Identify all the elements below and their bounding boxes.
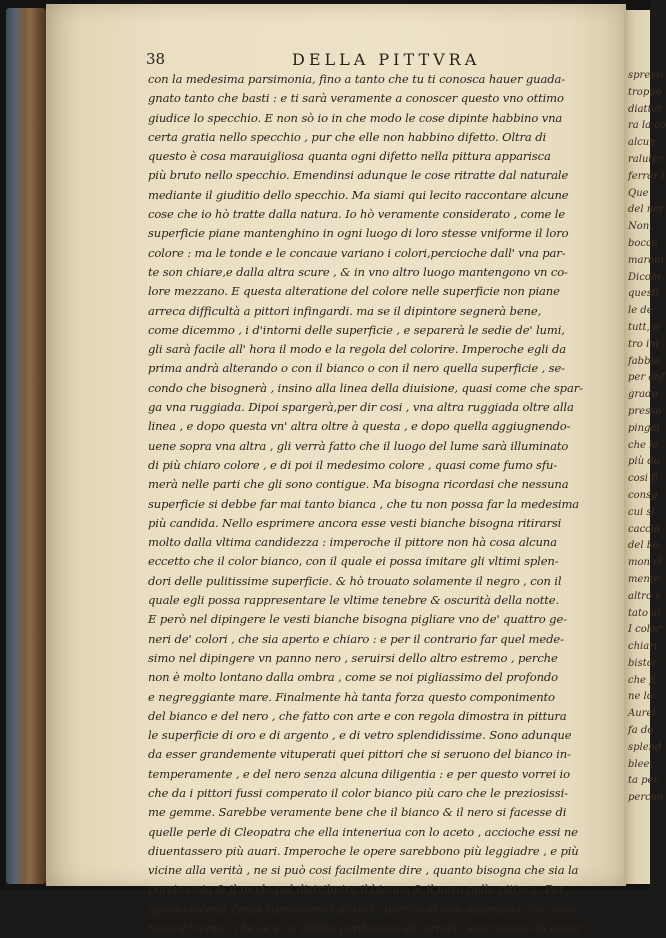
- text-line: E però nel dipingere le vesti bianche bisogna pigliare vno de' quattro ge-: [148, 612, 567, 627]
- facing-page-fragment: Aurei: [628, 708, 656, 720]
- text-line: temperamente , e del nero senza alcuna diligentia : e per questo vorrei io: [148, 766, 570, 781]
- page-header: [146, 50, 566, 72]
- facing-page-fragment: mente: [628, 573, 660, 585]
- facing-page-fragment: tato al: [628, 607, 661, 619]
- text-line: che da i pittori fussi comperato il color bianco più caro che le preziosissi-: [148, 785, 568, 800]
- text-line: come dicemmo , i d'intorni delle superficie , e separerà le sedie de' lumi,: [148, 322, 565, 337]
- facing-page-fragment: più do: [628, 456, 660, 468]
- facing-page-fragment: cui si: [628, 506, 655, 518]
- text-line: fussi il troppo, che se ei si debbe perdonare alli errori , son manco da esser: [148, 921, 581, 936]
- text-line: non è molto lontano dalla ombra , come se noi pigliassimo del profondo: [148, 670, 559, 685]
- text-line: del bianco e del nero , che fatto con arte e con regola dimostra in pittura: [148, 708, 567, 723]
- facing-page-fragment: fabbia: [628, 355, 660, 367]
- facing-page-fragment: diatter: [628, 103, 663, 115]
- page-number: 38: [146, 50, 166, 68]
- facing-page-fragment: Non,: [628, 221, 653, 233]
- facing-page-fragment: maraui: [628, 254, 664, 266]
- facing-page-fragment: del bo: [628, 540, 660, 552]
- facing-page-fragment: tro int: [628, 338, 660, 350]
- text-line: diuentassero più auari. Imperoche le opere sarebbono più leggiadre , e più: [148, 843, 579, 858]
- facing-page-fragment: chiari: [628, 641, 658, 653]
- facing-page-fragment: gradu: [628, 389, 658, 401]
- text-line: ga vna ruggiada. Dipoi spargerà,per dir cosi , vna altra ruggiada oltre alla: [148, 400, 574, 415]
- facing-page-fragment: che le: [628, 439, 659, 451]
- text-line: dori delle pulitissime superficie. & hò trouato solamente il negro , con il: [148, 573, 562, 588]
- facing-page-fragment: percuo: [628, 792, 664, 804]
- text-line: colore : ma le tonde e le concaue variano i colori,percioche dall' vna par-: [148, 245, 566, 260]
- text-line: condo che bisognerà , insino alla linea della diuisione, quasi come che spar-: [148, 380, 583, 395]
- facing-page-fragment: pinget: [628, 422, 661, 434]
- facing-page-fragment: raluter: [628, 153, 664, 165]
- text-line: arreca difficultà a pittori infingardi. ma se il dipintore segnerà bene,: [148, 303, 542, 318]
- facing-page-fragment: Dicom: [628, 271, 661, 283]
- facing-page-fragment: ferrar l: [628, 170, 665, 182]
- facing-page-fragment: che fi: [628, 674, 656, 686]
- text-line: neri de' colori , che sia aperto e chiaro : e per il contrario far quel mede-: [148, 631, 564, 646]
- text-line: di più chiaro colore , e di poi il medesimo colore , quasi come fumo sfu-: [148, 457, 558, 472]
- facing-page-fragment: cosi fi: [628, 473, 658, 485]
- facing-page-fragment: le de: [628, 305, 653, 317]
- text-line: certa gratia nello specchio , pur che elle non habbino difetto. Oltra di: [148, 129, 547, 144]
- text-line: questo soleua Zeusi riprendere i pittori , perche ei non sapeuano che cosa: [148, 901, 574, 916]
- facing-page-fragment: ne lo: [628, 691, 653, 703]
- facing-page-fragment: mon cl: [628, 557, 662, 569]
- text-line: superficie si debbe far mai tanto bianca , che tu non possa far la medesima: [148, 496, 580, 511]
- text-line: parsimonia & il modo nel distribuire il bianco & il nero nella pittura. Per: [148, 882, 564, 897]
- facing-page-fragment: ra la co: [628, 120, 666, 132]
- text-line: giudice lo specchio. E non sò io in che modo le cose dipinte habbino vna: [148, 110, 563, 125]
- text-line: me gemme. Sarebbe veramente bene che il bianco & il nero si facesse di: [148, 805, 567, 820]
- facing-page-fragment: Que: [628, 187, 649, 199]
- text-line: lore mezzano. E questa alteratione del colore nelle superficie non piane: [148, 284, 560, 299]
- text-line: molto dalla vltima candidezza : imperoche il pittore non hà cosa alcuna: [148, 535, 557, 550]
- facing-page-fragment: questi: [628, 288, 660, 300]
- text-line: eccetto che il color bianco, con il quale ei possa imitare gli vltimi splen-: [148, 554, 559, 569]
- text-line: gli sarà facile all' hora il modo e la regola del colorire. Imperoche egli da: [148, 342, 567, 357]
- text-line: questo è cosa marauigliosa quanta ogni difetto nella pittura apparisca: [148, 149, 551, 164]
- text-line: uene sopra vna altra , gli verrà fatto che il luogo del lume sarà illuminato: [148, 438, 569, 453]
- facing-page-fragment: fa do: [628, 725, 654, 737]
- text-line: più candida. Nello esprimere ancora esse vesti bianche bisogna ritirarsi: [148, 515, 562, 530]
- facing-page-fragment: caccia: [628, 523, 660, 535]
- facing-page-fragment: I color: [628, 624, 661, 636]
- text-line: gnato tanto che basti : e ti sarà veramente a conoscer questo vno ottimo: [148, 91, 564, 106]
- book-edge: [6, 8, 46, 884]
- facing-page-edge: [624, 10, 666, 884]
- facing-page-fragment: troppo: [628, 86, 662, 98]
- text-line: mediante il giuditio dello specchio. Ma siami qui lecito raccontare alcune: [148, 187, 569, 202]
- facing-page-fragment: bistor: [628, 657, 658, 669]
- facing-page-fragment: altro v: [628, 590, 661, 602]
- facing-page-text: [624, 10, 666, 807]
- text-line: merà nelle parti che gli sono contigue. Ma bisogna ricordasi che nessuna: [148, 477, 569, 492]
- text-line: quale egli possa rappresentare le vltime tenebre & oscurità della notte.: [148, 593, 559, 608]
- text-line: linea , e dopo questa vn' altra oltre à questa , e dopo quella aggiugnendo-: [148, 419, 571, 434]
- text-line: simo nel dipingere vn panno nero , seruirsi dello altro estremo , perche: [148, 650, 558, 665]
- facing-page-fragment: presso: [628, 405, 662, 417]
- facing-page-fragment: bocca: [628, 237, 658, 249]
- text-line: cose che io hò tratte dalla natura. Io hò veramente considerato , come le: [148, 207, 566, 222]
- text-line: più bruto nello specchio. Emendinsi adunque le cose ritratte dal naturale: [148, 168, 569, 183]
- text-line: quelle perle di Cleopatra che ella inteneriua con lo aceto , accioche essi ne: [148, 824, 578, 839]
- text-line: e negreggiante mare. Finalmente hà tanta forza questo componimento: [148, 689, 555, 704]
- text-line: superficie piane mantenghino in ogni luogo di loro stesse vniforme il loro: [148, 226, 569, 241]
- facing-page-fragment: ta per: [628, 775, 659, 787]
- facing-page-fragment: alcun: [628, 137, 656, 149]
- facing-page-fragment: del ner: [628, 204, 664, 216]
- text-line: da esser grandemente vituperati quei pittori che si seruono del bianco in-: [148, 747, 571, 762]
- text-line: le superficie di oro e di argento , e di vetro splendidissime. Sono adunque: [148, 728, 572, 743]
- body-text: [148, 70, 598, 938]
- facing-page-fragment: splend: [628, 741, 662, 753]
- text-line: con la medesima parsimonia, fino a tanto che tu ti conosca hauer guada-: [148, 72, 566, 86]
- text-line: te son chiare,e dalla altra scure , & in vno altro luogo mantengono vn co-: [148, 264, 568, 279]
- running-title: DELLA PITTVRA: [292, 50, 481, 69]
- text-line: vicine alla verità , ne si può cosi facilmente dire , quanto bisogna che sia la: [148, 863, 579, 878]
- facing-page-fragment: tutt, o: [628, 321, 659, 333]
- facing-page-fragment: consg: [628, 489, 658, 501]
- text-line: prima andrà alterando o con il bianco o con il nero quella superficie , se-: [148, 361, 565, 376]
- facing-page-fragment: per anf: [628, 372, 665, 384]
- facing-page-fragment: blee,: [628, 758, 653, 770]
- facing-page-fragment: spressi: [628, 70, 664, 81]
